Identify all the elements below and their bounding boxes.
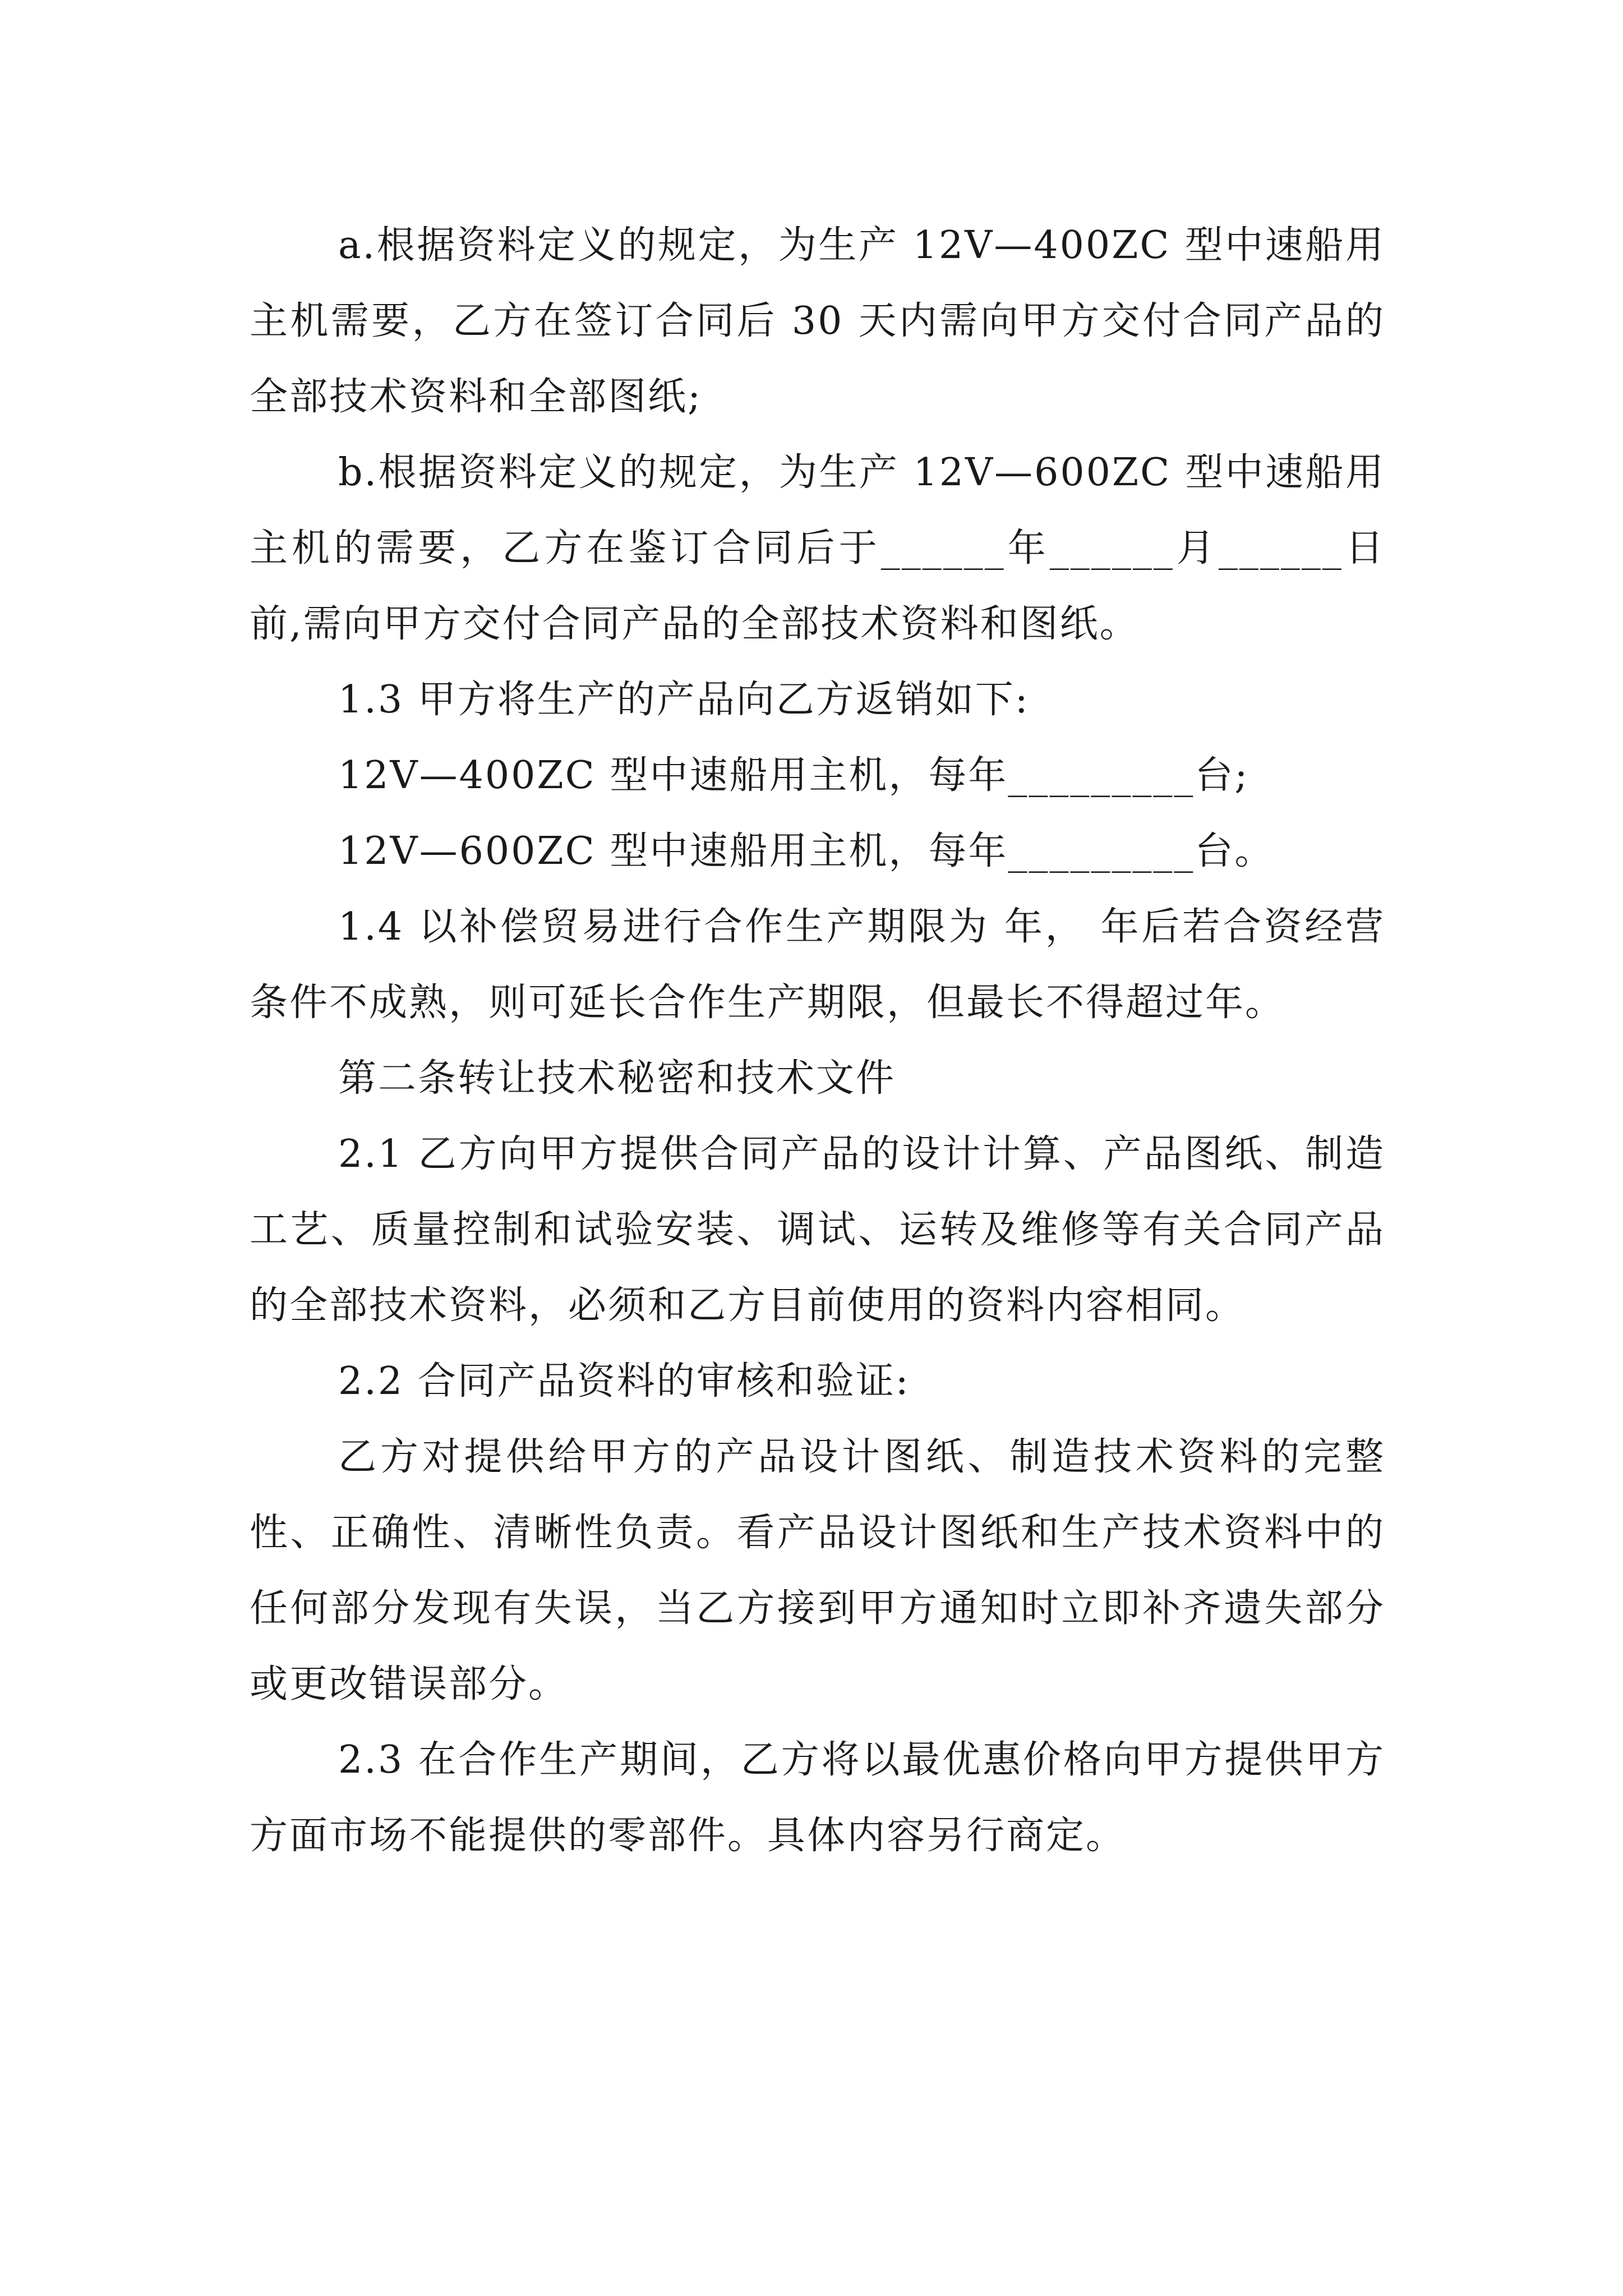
document-body [250, 208, 1385, 1874]
clause-2-2-body: 乙方对提供给甲方的产品设计图纸、制造技术资料的完整性、正确性、清晰性负责。看产品设计图纸和生产技术资料中的任何部分发现有失误，当乙方接到甲方通知时立即补齐遗失部分或更改错误部分。 [250, 1435, 1385, 1706]
clause-1-3-item-600zc: 12V—600ZC 型中速船用主机，每年_________台。 [338, 829, 1275, 873]
paragraph-b: b.根据资料定义的规定，为生产 12V—600ZC 型中速船用主机的需要，乙方在鉴订合同后于______年______月______日前,需向甲方交付合同产品的全部技术资料和图纸。 [250, 450, 1385, 646]
clause-2-3: 2.3 在合作生产期间，乙方将以最优惠价格向甲方提供甲方方面市场不能提供的零部件。具体内容另行商定。 [250, 1738, 1385, 1858]
clause-1-4: 1.4 以补偿贸易进行合作生产期限为 年， 年后若合资经营条件不成熟，则可延长合作生产期限，但最长不得超过年。 [250, 905, 1385, 1025]
article-2-heading: 第二条转让技术秘密和技术文件 [338, 1056, 896, 1101]
clause-2-2: 2.2 合同产品资料的审核和验证: [338, 1359, 910, 1404]
clause-2-1: 2.1 乙方向甲方提供合同产品的设计计算、产品图纸、制造工艺、质量控制和试验安装、调试、运转及维修等有关合同产品的全部技术资料，必须和乙方目前使用的资料内容相同。 [250, 1132, 1385, 1328]
clause-1-3-item-400zc: 12V—400ZC 型中速船用主机，每年_________台; [338, 753, 1249, 798]
paragraph-a: a.根据资料定义的规定，为生产 12V—400ZC 型中速船用主机需要，乙方在签订合同后 30 天内需向甲方交付合同产品的全部技术资料和全部图纸; [250, 223, 1385, 419]
clause-1-3: 1.3 甲方将生产的产品向乙方返销如下: [338, 678, 1030, 722]
